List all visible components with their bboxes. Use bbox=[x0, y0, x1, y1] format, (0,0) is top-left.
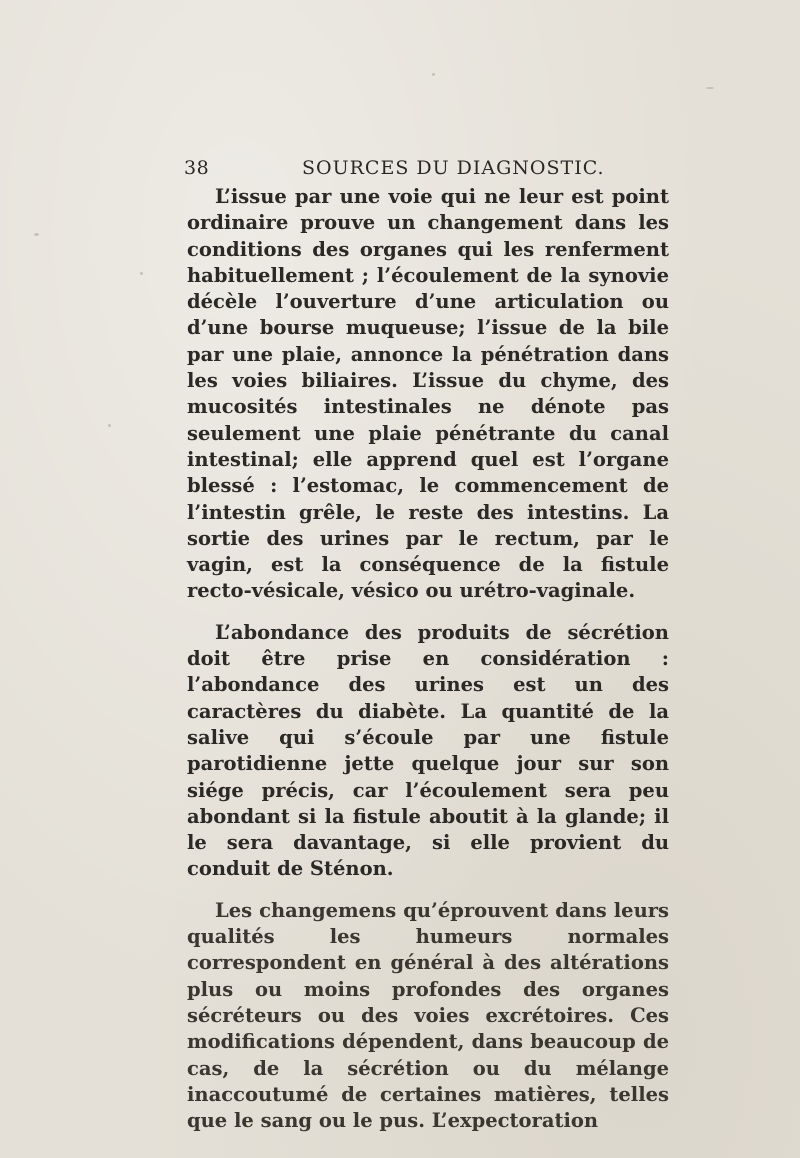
running-title: SOURCES DU DIAGNOSTIC. bbox=[302, 157, 605, 179]
paper-speck bbox=[34, 233, 39, 236]
paper-speck bbox=[140, 272, 143, 275]
paragraph-issue-of-humors: L’issue par une voie qui ne leur est point ordinaire prouve un changement dans les conditions des organes qui les renferment habituellement ; l’écoulement de la synovie décèle l’ouverture d’une articulation ou d’une bourse muqueuse; l’issue de la bile par une plaie, annonce la pénétration dans les voies biliaires. L’issue du chyme, des mucosités intestinales ne dénote pas seulement une plaie pénétrante du canal intestinal; elle apprend quel est l’organe blessé : l’estomac, le commencement de l’intestin grêle, le reste des intestins. La sortie des urines par le rectum, par le vagin, est la conséquence de la fistule recto-vésicale, vésico ou urétro-vaginale. bbox=[187, 185, 669, 603]
paper-speck bbox=[432, 73, 435, 76]
page-header bbox=[184, 157, 670, 183]
page-number: 38 bbox=[184, 157, 210, 179]
paper-speck bbox=[706, 87, 714, 89]
paragraph-changes-in-qualities: Les changemens qu’éprouvent dans leurs qualités les humeurs normales correspondent en général à des altérations plus ou moins profondes des organes sécréteurs ou des voies excrétoires. Ces modifications dépendent, dans beaucoup de cas, de la sécrétion ou du mélange inaccoutumé de certaines matières, telles que le sang ou le pus. L’expectoration bbox=[187, 898, 669, 1133]
paragraph-abundance-of-secretions: L’abondance des produits de sécrétion doit être prise en considération : l’abondance des urines est un des caractères du diabète. La quantité de la salive qui s’écoule par une fistule parotidienne jette quelque jour sur son siége précis, car l’écoulement sera peu abondant si la fistule aboutit à la glande; il le sera davantage, si elle provient du conduit de Sténon. bbox=[187, 620, 669, 881]
paper-speck bbox=[108, 424, 111, 427]
body-text bbox=[187, 184, 669, 1134]
